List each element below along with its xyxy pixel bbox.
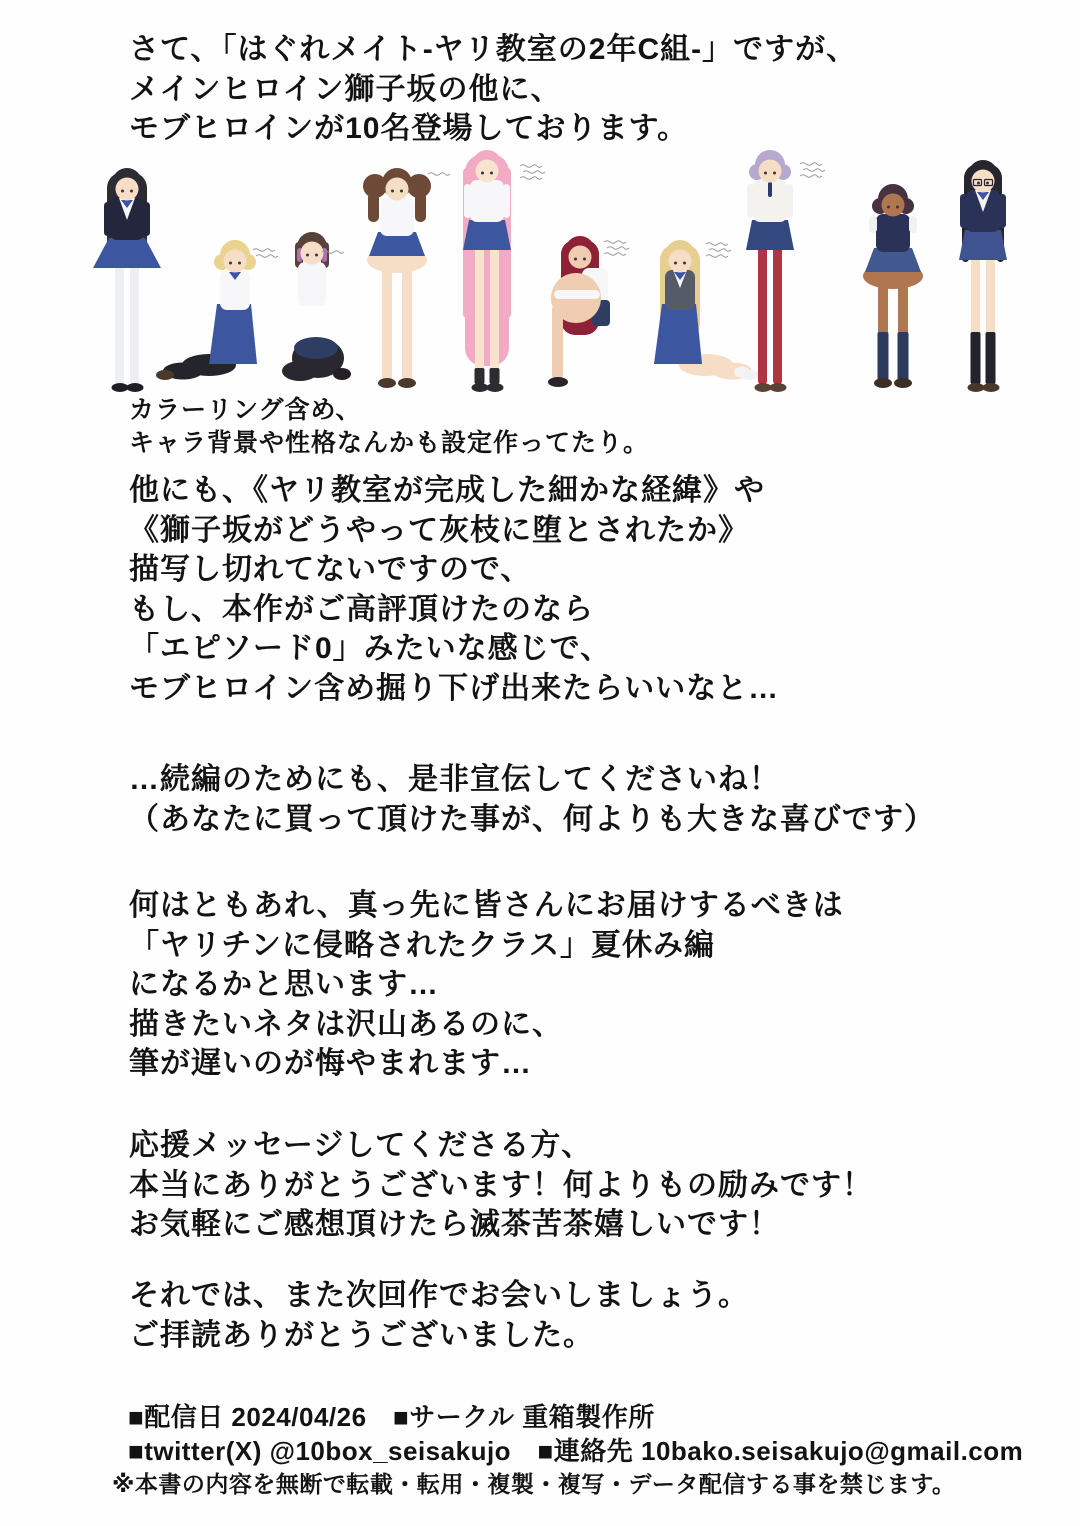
- eye: [977, 182, 980, 185]
- shoe: [472, 383, 489, 392]
- arm: [999, 194, 1006, 228]
- text-line: 何はともあれ、真っ先に皆さんにお届けするべきは: [129, 889, 844, 922]
- shoe: [548, 377, 568, 387]
- eye: [481, 172, 484, 175]
- note-squiggle: [604, 241, 626, 244]
- sleeve: [909, 216, 917, 233]
- text-line: もし、本作がご高評頂けたのなら: [129, 592, 594, 626]
- text-line: さて、「はぐれメイト-ヤリ教室の2年C組-」ですが、: [129, 33, 858, 66]
- eye: [583, 258, 586, 261]
- hair-twintail: [368, 192, 379, 222]
- leg: [758, 244, 767, 384]
- text-line: 筆が遅いのが悔やまれます…: [129, 1047, 532, 1080]
- shoe: [755, 383, 772, 392]
- face: [476, 160, 499, 183]
- torso: [876, 214, 910, 252]
- text-line: ご拝読ありがとうございました。: [129, 1319, 594, 1352]
- text-line: メインヒロイン獅子坂の他に、: [129, 72, 562, 106]
- text-line: （あなたに買って頂けた事が、何よりも大きな喜びです）: [129, 802, 935, 836]
- shoe: [112, 383, 129, 392]
- leg: [490, 244, 499, 384]
- knees: [282, 361, 318, 381]
- text-line: 《獅子坂がどうやって灰枝に堕とされたか》: [129, 513, 749, 547]
- eye: [574, 258, 577, 261]
- footer-contact: ■twitter(X) @10box_seisakujo ■連絡先 10bako.seisakujo@gmail.com: [128, 1436, 1024, 1466]
- note-squiggle: [428, 173, 450, 176]
- handwritten-note-marks: [706, 243, 731, 258]
- sock: [490, 368, 500, 384]
- eye: [896, 206, 899, 209]
- shoe: [983, 383, 1000, 392]
- shoe: [398, 378, 416, 388]
- leg: [115, 262, 124, 384]
- eye: [130, 190, 133, 193]
- leg: [130, 262, 139, 384]
- face: [882, 194, 905, 217]
- shoe: [378, 378, 396, 388]
- character-bob-pink-inner-kneel: [282, 232, 351, 381]
- leg: [773, 244, 782, 384]
- face: [386, 178, 409, 201]
- note-squiggle: [520, 177, 542, 180]
- paragraph-episode-zero: [129, 471, 779, 708]
- foot: [333, 368, 351, 380]
- arm: [786, 184, 793, 218]
- shoe: [156, 370, 174, 380]
- handwritten-note-marks: [520, 165, 545, 180]
- sleeve: [869, 216, 877, 233]
- eye: [986, 182, 989, 185]
- illustration-caption: [129, 394, 649, 460]
- handwritten-note-marks: [253, 249, 278, 258]
- skirt: [654, 304, 702, 364]
- face: [224, 250, 247, 273]
- character-red-hair-hugging-knees: [548, 236, 610, 387]
- leg: [475, 244, 484, 384]
- note-squiggle: [800, 163, 822, 166]
- text-line: 本当にありがとうございます！何よりもの励みです！: [129, 1168, 873, 1202]
- handwritten-note-marks: [428, 173, 450, 176]
- arm: [104, 202, 111, 236]
- text-line: お気軽にご感想頂けたら滅茶苦茶嬉しいです！: [129, 1208, 780, 1241]
- intro-paragraph: [129, 30, 857, 149]
- skirt: [93, 238, 161, 268]
- eye: [674, 262, 677, 265]
- footer-release-circle: ■配信日 2024/04/26 ■サークル 重箱製作所: [128, 1402, 655, 1432]
- character-glasses-braids-standing: [959, 160, 1007, 392]
- note-squiggle: [803, 169, 825, 172]
- eye: [683, 262, 686, 265]
- sock: [986, 332, 996, 384]
- skirt: [463, 220, 511, 250]
- shoe: [741, 370, 759, 380]
- character-pink-verylong-standing: [463, 150, 511, 392]
- paragraph-next-work: [129, 886, 844, 1084]
- sock: [898, 332, 909, 380]
- character-blonde-long-sitting: [654, 240, 759, 380]
- text-line: モブヒロイン含め掘り下げ出来たらいいなと…: [129, 671, 780, 705]
- text-line: 応援メッセージしてくださる方、: [129, 1129, 593, 1162]
- closing-paragraph: [129, 1276, 749, 1356]
- handwritten-note-marks: [604, 241, 629, 256]
- text-line: それでは、また次回作でお会いしましょう。: [129, 1279, 749, 1312]
- skirt: [959, 230, 1007, 260]
- heroine-lineup-illustration: [0, 140, 1080, 396]
- shoe: [487, 383, 504, 392]
- leg: [402, 258, 412, 380]
- text-line: カラーリング含め、: [129, 396, 362, 424]
- handwritten-note-marks: [800, 163, 825, 178]
- arm: [143, 202, 150, 236]
- note-squiggle: [604, 253, 626, 256]
- arm: [960, 194, 967, 228]
- character-blonde-side-sitting: [156, 240, 257, 380]
- text-line: キャラ背景や性格なんかも設定作ってたり。: [129, 429, 650, 457]
- text-line: になるかと思います…: [129, 968, 439, 1001]
- sock: [878, 332, 889, 380]
- face: [116, 178, 139, 201]
- arm: [747, 184, 754, 218]
- text-line: モブヒロインが10名登場しております。: [129, 112, 689, 145]
- character-tan-skin-vest-sitting: [863, 184, 923, 388]
- eye: [773, 172, 776, 175]
- shoe: [874, 378, 892, 388]
- text-line: 「ヤリチンに侵略されたクラス」夏休み編: [129, 928, 715, 962]
- note-squiggle: [253, 249, 275, 252]
- copyright-notice: ※本書の内容を無断で転載・転用・複製・複写・データ配信する事を禁じます。: [112, 1471, 956, 1497]
- skirt: [746, 220, 794, 250]
- face: [569, 246, 592, 269]
- eye: [238, 262, 241, 265]
- text-line: 「エピソード0」みたいな感じで、: [129, 632, 612, 665]
- eye: [764, 172, 767, 175]
- character-black-hair-standing: [93, 168, 161, 392]
- face: [669, 250, 692, 273]
- note-squiggle: [520, 165, 542, 168]
- note-squiggle: [523, 171, 545, 174]
- skirt: [209, 304, 257, 364]
- sock: [475, 368, 485, 384]
- sock: [971, 332, 981, 384]
- note-squiggle: [706, 243, 728, 246]
- hair-twintail: [415, 192, 426, 222]
- face: [759, 160, 782, 183]
- torso: [380, 198, 414, 236]
- leg: [382, 258, 392, 380]
- note-squiggle: [800, 175, 822, 178]
- arm: [464, 184, 471, 218]
- face: [301, 242, 324, 265]
- note-squiggle: [706, 255, 728, 258]
- torso: [470, 180, 504, 222]
- text-line: 他にも、《ヤリ教室が完成した細かな経緯》や: [129, 474, 765, 507]
- eye: [391, 190, 394, 193]
- face: [972, 170, 995, 193]
- eye: [315, 254, 318, 257]
- skirt: [294, 337, 338, 359]
- eye: [490, 172, 493, 175]
- eye: [400, 190, 403, 193]
- note-squiggle: [607, 247, 629, 250]
- necktie: [768, 182, 772, 197]
- note-squiggle: [256, 255, 278, 258]
- arms-wrapped: [554, 290, 600, 299]
- text-line: …続編のためにも、是非宣伝してくださいね！: [129, 763, 780, 796]
- note-squiggle: [709, 249, 731, 252]
- paragraph-promotion: [129, 760, 935, 839]
- arm: [503, 184, 510, 218]
- shoe: [770, 383, 787, 392]
- shoe: [894, 378, 912, 388]
- eye: [121, 190, 124, 193]
- shoe: [127, 383, 144, 392]
- heroine-lineup-svg: [0, 140, 1080, 396]
- character-twintail-brown-sitting: [363, 168, 431, 388]
- text-line: 描きたいネタは沢山あるのに、: [129, 1007, 563, 1041]
- eye: [306, 254, 309, 257]
- torso: [298, 262, 326, 306]
- eye: [229, 262, 232, 265]
- paragraph-thanks: [129, 1126, 873, 1245]
- shoe: [968, 383, 985, 392]
- text-line: 描写し切れてないですので、: [129, 553, 532, 586]
- eye: [887, 206, 890, 209]
- character-lavender-red-tights: [746, 150, 794, 392]
